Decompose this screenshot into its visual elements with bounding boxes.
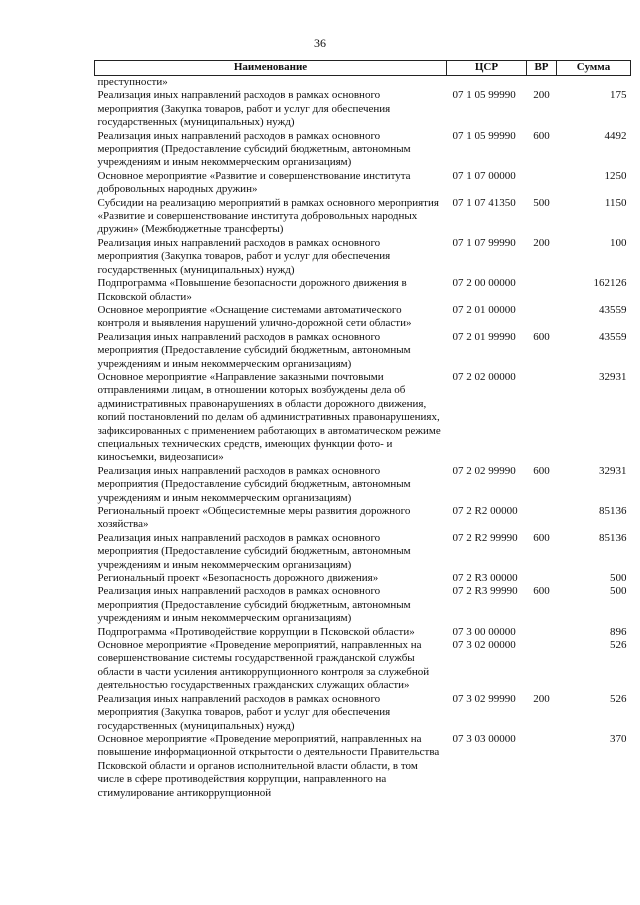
- row-sum: 85136: [599, 505, 627, 517]
- row-name: Реализация иных направлений расходов в рамках основного мероприятия (Закупка товаров, работ и услуг для обеспечения государственных (муниципальных) нужд): [97, 89, 391, 129]
- table-row: [95, 130, 631, 170]
- row-csr: 07 2 R2 00000: [452, 505, 518, 517]
- table-row: [95, 639, 631, 693]
- row-vr: 600: [533, 585, 550, 598]
- row-name: Региональный проект «Общесистемные меры развития дорожного хозяйства»: [97, 505, 411, 531]
- row-name: Реализация иных направлений расходов в рамках основного мероприятия (Предоставление субсидий бюджетным, автономным учреждениям и иным некоммерческим организациям): [97, 464, 411, 504]
- row-csr: 07 1 07 99990: [452, 236, 516, 249]
- row-sum: 896: [610, 625, 627, 638]
- row-sum: 526: [610, 692, 627, 705]
- row-sum: 526: [610, 639, 627, 652]
- header-sum: Сумма: [557, 61, 631, 76]
- row-name: Основное мероприятие «Проведение мероприятий, направленных на совершенствование системы государственной гражданской службы области в части усиления антикоррупционного контроля за служебной деятельностью государственных гражданских служащих области»: [97, 639, 430, 692]
- row-csr: 07 2 R3 00000: [452, 572, 518, 585]
- row-name: Основное мероприятие «Развитие и совершенствование института добровольных народных дружин»: [97, 169, 411, 196]
- row-vr: [527, 505, 557, 532]
- page-number: 36: [314, 36, 326, 50]
- table-row: [95, 693, 631, 733]
- row-vr: 200: [533, 236, 550, 249]
- row-vr: 600: [533, 464, 550, 477]
- row-name: Основное мероприятие «Направление заказными почтовыми отправлениями лицам, в отношении которых возбуждены дела об административных правонарушениях в области дорожного движения, копий постановлений по делам об административных правонарушениях, зафиксированных с применением работающих в автоматическом режиме специальных технических средств, имеющих функции фото- и киносъемки, видеозаписи»: [97, 370, 441, 464]
- row-sum: 43559: [599, 330, 627, 343]
- row-sum: 175: [610, 89, 627, 102]
- table-row: [95, 733, 631, 800]
- row-vr: 200: [533, 89, 550, 102]
- row-vr: [527, 371, 557, 465]
- row-vr: [527, 277, 557, 304]
- row-sum: 162126: [593, 277, 627, 290]
- table-row: [95, 76, 631, 90]
- row-csr: 07 2 00 00000: [452, 277, 516, 290]
- row-csr: 07 2 R2 99990: [452, 531, 518, 544]
- row-csr: 07 1 05 99990: [452, 89, 516, 102]
- row-sum: 4492: [604, 129, 627, 142]
- row-sum: 43559: [599, 303, 627, 316]
- row-csr: 07 1 07 00000: [452, 169, 516, 182]
- row-name: Основное мероприятие «Проведение мероприятий, направленных на повышение информационной открытости о деятельности Правительства Псковской области и органов исполнительной власти области, в том числе в сфере противодействия коррупции, направленного на стимулирование антикоррупционной: [97, 732, 440, 799]
- row-vr: 600: [533, 330, 550, 343]
- row-vr: [527, 626, 557, 639]
- row-vr: 500: [533, 196, 550, 209]
- budget-table: [94, 60, 631, 800]
- row-sum: 500: [610, 572, 627, 585]
- row-sum: 32931: [599, 464, 627, 477]
- row-name: Реализация иных направлений расходов в рамках основного мероприятия (Предоставление субсидий бюджетным, автономным учреждениям и иным некоммерческим организациям): [97, 531, 411, 571]
- row-csr: 07 2 01 00000: [452, 303, 516, 316]
- table-row: [95, 331, 631, 371]
- row-sum: 1250: [604, 169, 627, 182]
- row-csr: 07 1 05 99990: [452, 129, 516, 142]
- row-sum: 1150: [604, 196, 627, 209]
- row-csr: 07 3 02 99990: [452, 692, 516, 705]
- row-csr: 07 3 00 00000: [452, 625, 516, 638]
- table-body: [95, 76, 631, 800]
- header-name: Наименование: [95, 61, 447, 76]
- table-row: [95, 465, 631, 505]
- row-sum: 85136: [599, 531, 627, 544]
- row-csr: 07 2 02 99990: [452, 464, 516, 477]
- row-vr: 600: [533, 129, 550, 142]
- row-vr: [527, 170, 557, 197]
- row-sum: 370: [610, 732, 627, 745]
- row-name: Субсидии на реализацию мероприятий в рамках основного мероприятия «Развитие и совершенствование института добровольных народных дружин» (Межбюджетные трансферты): [97, 196, 439, 236]
- row-csr: 07 2 01 99990: [452, 330, 516, 343]
- row-name: Реализация иных направлений расходов в рамках основного мероприятия (Предоставление субсидий бюджетным, автономным учреждениям и иным некоммерческим организациям): [97, 585, 411, 625]
- row-name: Подпрограмма «Противодействие коррупции в Псковской области»: [97, 625, 415, 638]
- table-row: [95, 237, 631, 277]
- row-name: Реализация иных направлений расходов в рамках основного мероприятия (Закупка товаров, работ и услуг для обеспечения государственных (муниципальных) нужд): [97, 236, 391, 276]
- table-row: [95, 585, 631, 625]
- table-row: [95, 371, 631, 465]
- row-name: Подпрограмма «Повышение безопасности дорожного движения в Псковской области»: [97, 277, 407, 303]
- table-row: [95, 572, 631, 585]
- row-csr: 07 3 02 00000: [452, 639, 516, 652]
- row-name: Реализация иных направлений расходов в рамках основного мероприятия (Предоставление субсидий бюджетным, автономным учреждениям и иным некоммерческим организациям): [97, 129, 411, 169]
- row-name: Реализация иных направлений расходов в рамках основного мероприятия (Закупка товаров, работ и услуг для обеспечения государственных (муниципальных) нужд): [97, 692, 391, 732]
- row-csr: 07 2 R3 99990: [452, 585, 518, 598]
- row-csr: [447, 76, 527, 90]
- table-row: [95, 304, 631, 331]
- row-csr: 07 2 02 00000: [452, 370, 516, 383]
- row-vr: [527, 572, 557, 585]
- row-vr: 600: [533, 531, 550, 544]
- table-row: [95, 277, 631, 304]
- row-sum: 32931: [599, 370, 627, 383]
- header-vr: ВР: [527, 61, 557, 76]
- row-name: Основное мероприятие «Оснащение системами автоматического контроля и выявления нарушений улично-дорожной сети области»: [97, 303, 412, 330]
- table-row: [95, 626, 631, 639]
- row-vr: 200: [533, 692, 550, 705]
- row-sum: 500: [610, 585, 627, 598]
- table-row: [95, 532, 631, 572]
- row-name: Реализация иных направлений расходов в рамках основного мероприятия (Предоставление субсидий бюджетным, автономным учреждениям и иным некоммерческим организациям): [97, 330, 411, 370]
- row-sum: [557, 76, 631, 90]
- row-vr: [527, 733, 557, 800]
- row-name: Региональный проект «Безопасность дорожного движения»: [97, 572, 379, 585]
- table-header-row: [95, 61, 631, 76]
- row-csr: 07 1 07 41350: [452, 196, 516, 209]
- row-name: преступности»: [97, 76, 168, 88]
- row-csr: 07 3 03 00000: [452, 732, 516, 745]
- table-row: [95, 89, 631, 129]
- row-vr: [527, 76, 557, 90]
- table-row: [95, 197, 631, 237]
- table-row: [95, 170, 631, 197]
- row-sum: 100: [610, 236, 627, 249]
- header-csr: ЦСР: [447, 61, 527, 76]
- row-vr: [527, 304, 557, 331]
- table-row: [95, 505, 631, 532]
- row-vr: [527, 639, 557, 693]
